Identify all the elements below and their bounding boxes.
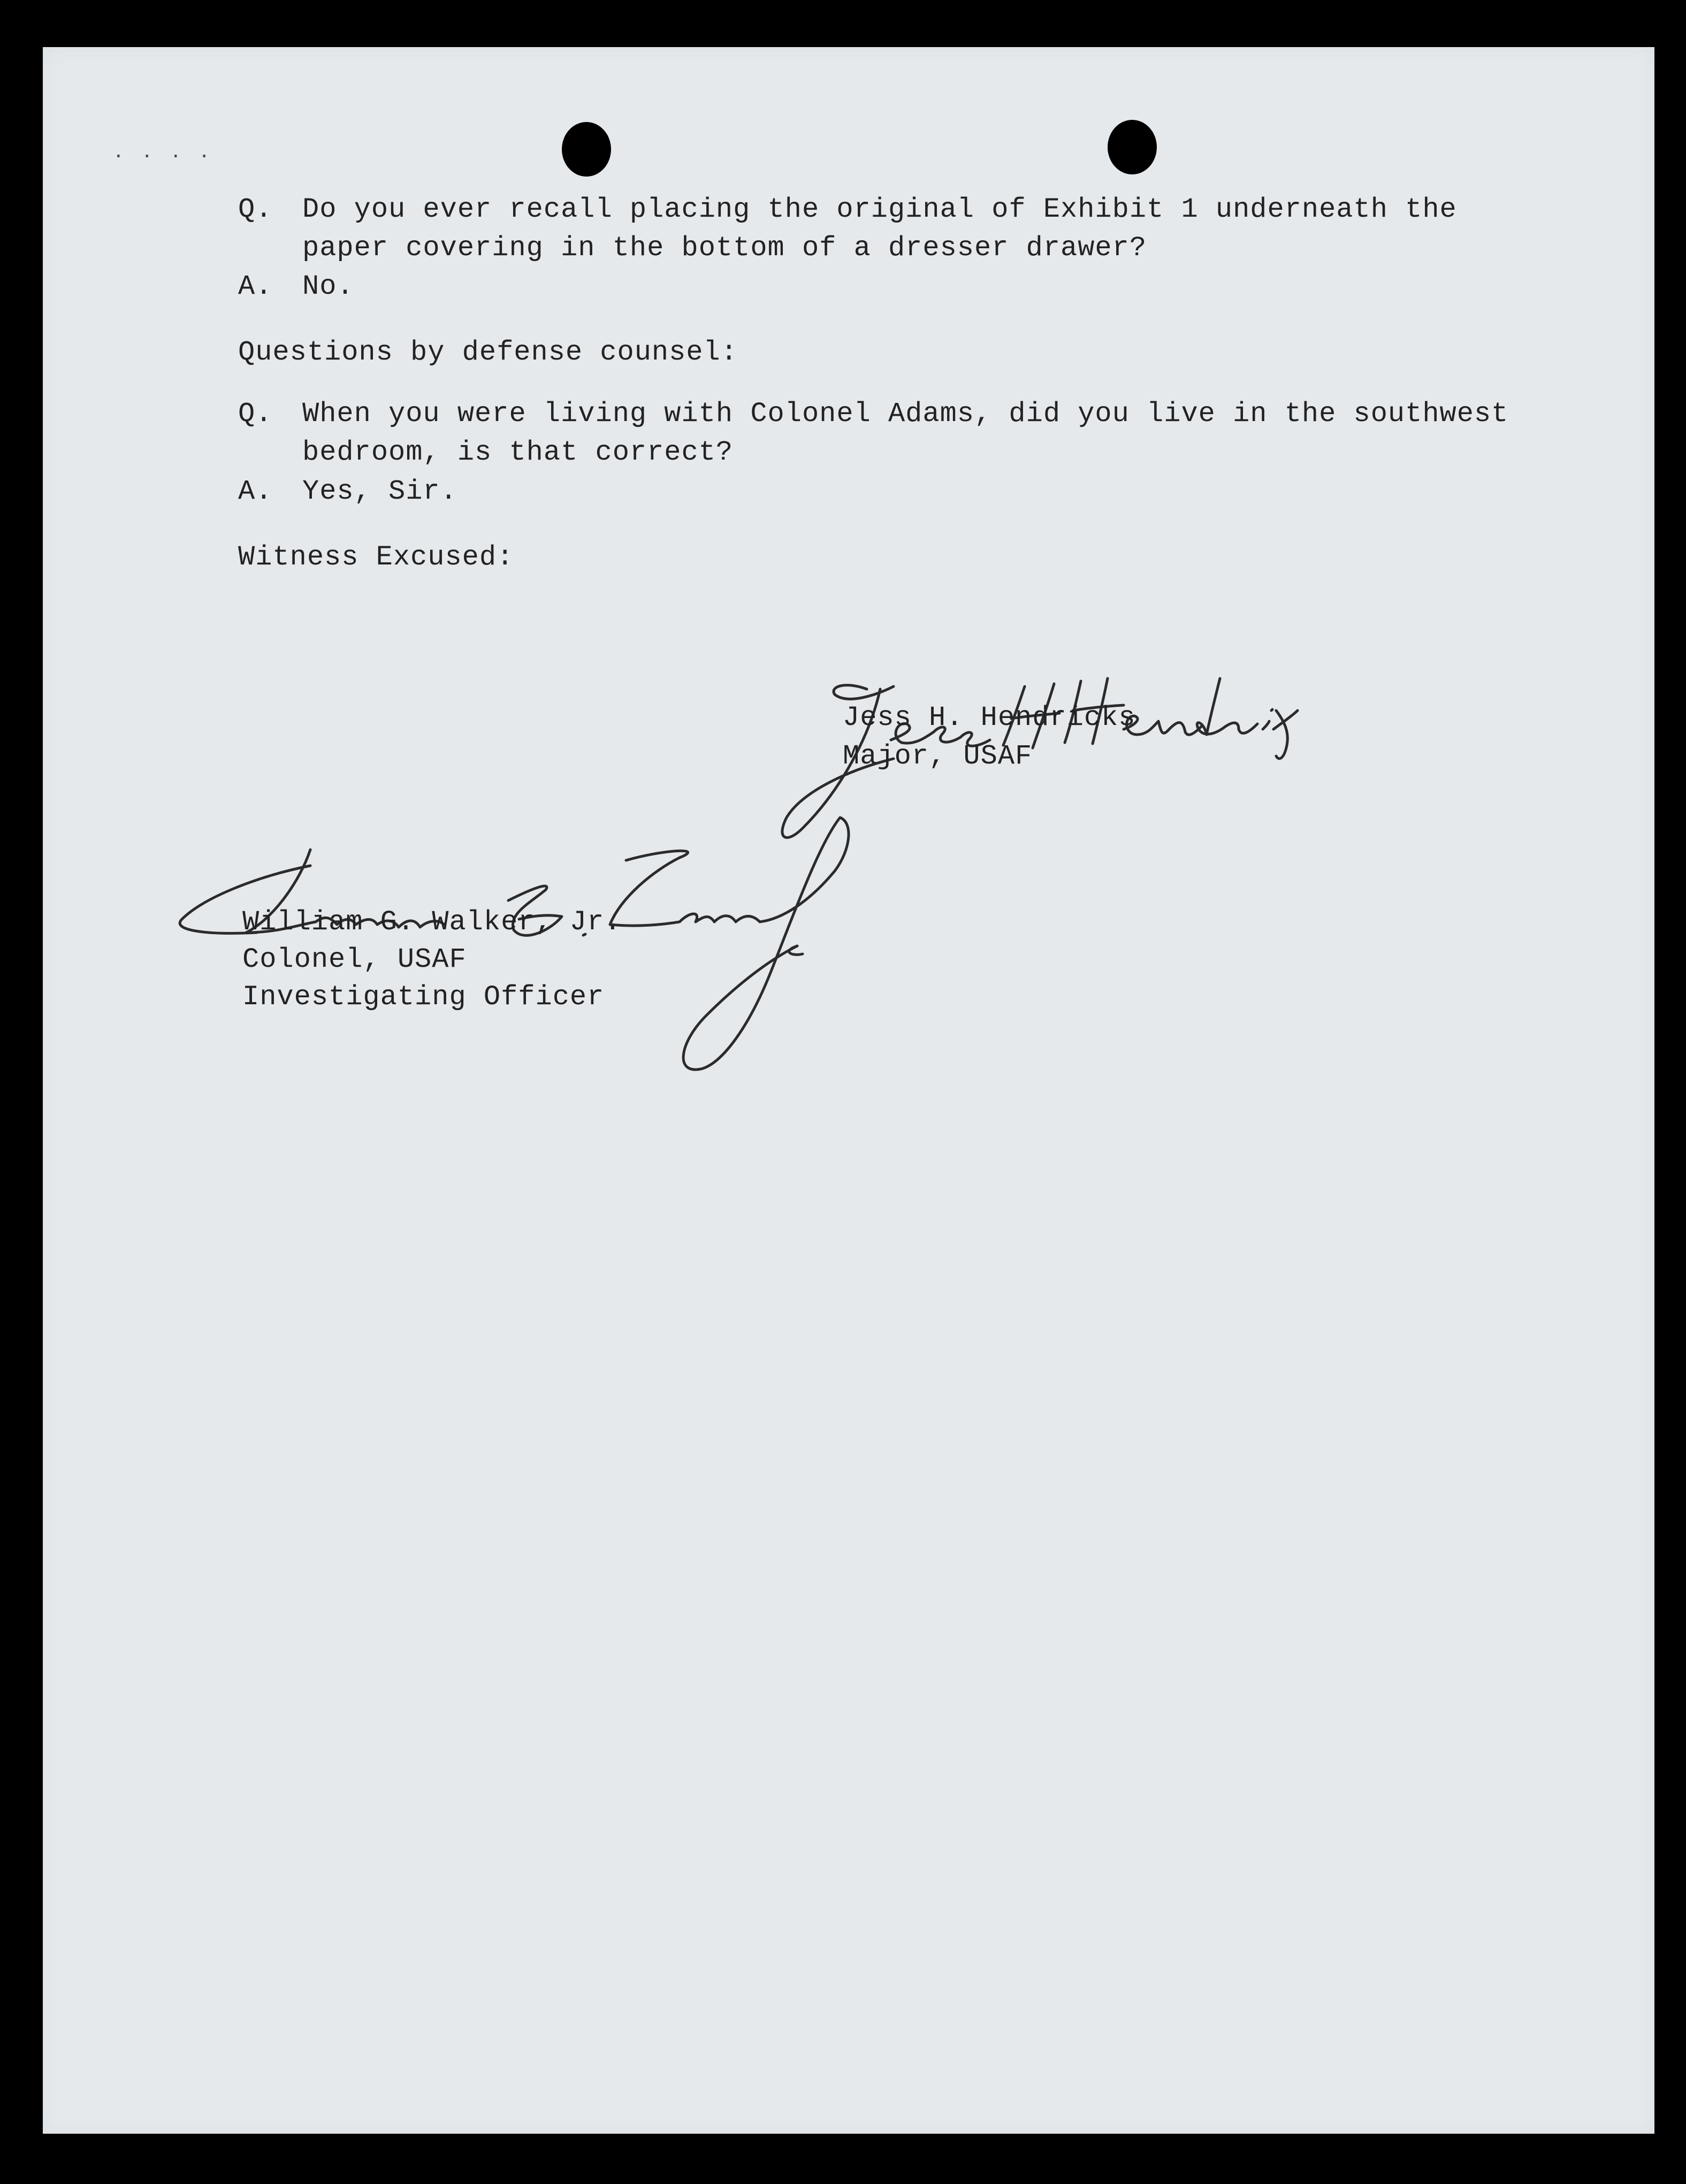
question-2 — [238, 395, 1603, 480]
answer-marker: A. — [238, 271, 273, 302]
question-1-line-1: Do you ever recall placing the original of Exhibit 1 underneath the — [302, 194, 1457, 225]
question-marker: Q. — [238, 398, 273, 430]
punch-hole-left — [562, 122, 611, 177]
answer-1-text: No. — [302, 271, 354, 302]
document-page — [43, 47, 1654, 2134]
question-2-line-1: When you were living with Colonel Adams, did you live in the southwest — [302, 398, 1509, 430]
signatory-2-role: Investigating Officer — [242, 981, 605, 1013]
question-1-line-2: paper covering in the bottom of a dresser drawer? — [302, 232, 1147, 264]
punch-hole-right — [1108, 120, 1157, 174]
question-2-line-2: bedroom, is that correct? — [302, 437, 734, 468]
answer-1 — [238, 268, 666, 310]
answer-2 — [238, 472, 666, 515]
question-1 — [238, 190, 1522, 276]
signatory-1-name: Jess H. Hendricks — [843, 702, 1136, 734]
question-marker: Q. — [238, 194, 273, 225]
defense-counsel-heading: Questions by defense counsel: — [238, 337, 738, 368]
witness-excused-label: Witness Excused: — [238, 541, 514, 573]
answer-2-text: Yes, Sir. — [302, 476, 457, 507]
signatory-1-title: Major, USAF — [843, 740, 1033, 772]
signatory-2-name: William G. Walker, Jr. — [242, 906, 622, 938]
answer-marker: A. — [238, 476, 273, 507]
signatory-2-title: Colonel, USAF — [242, 944, 467, 975]
corner-mark: . . . . — [115, 138, 216, 163]
